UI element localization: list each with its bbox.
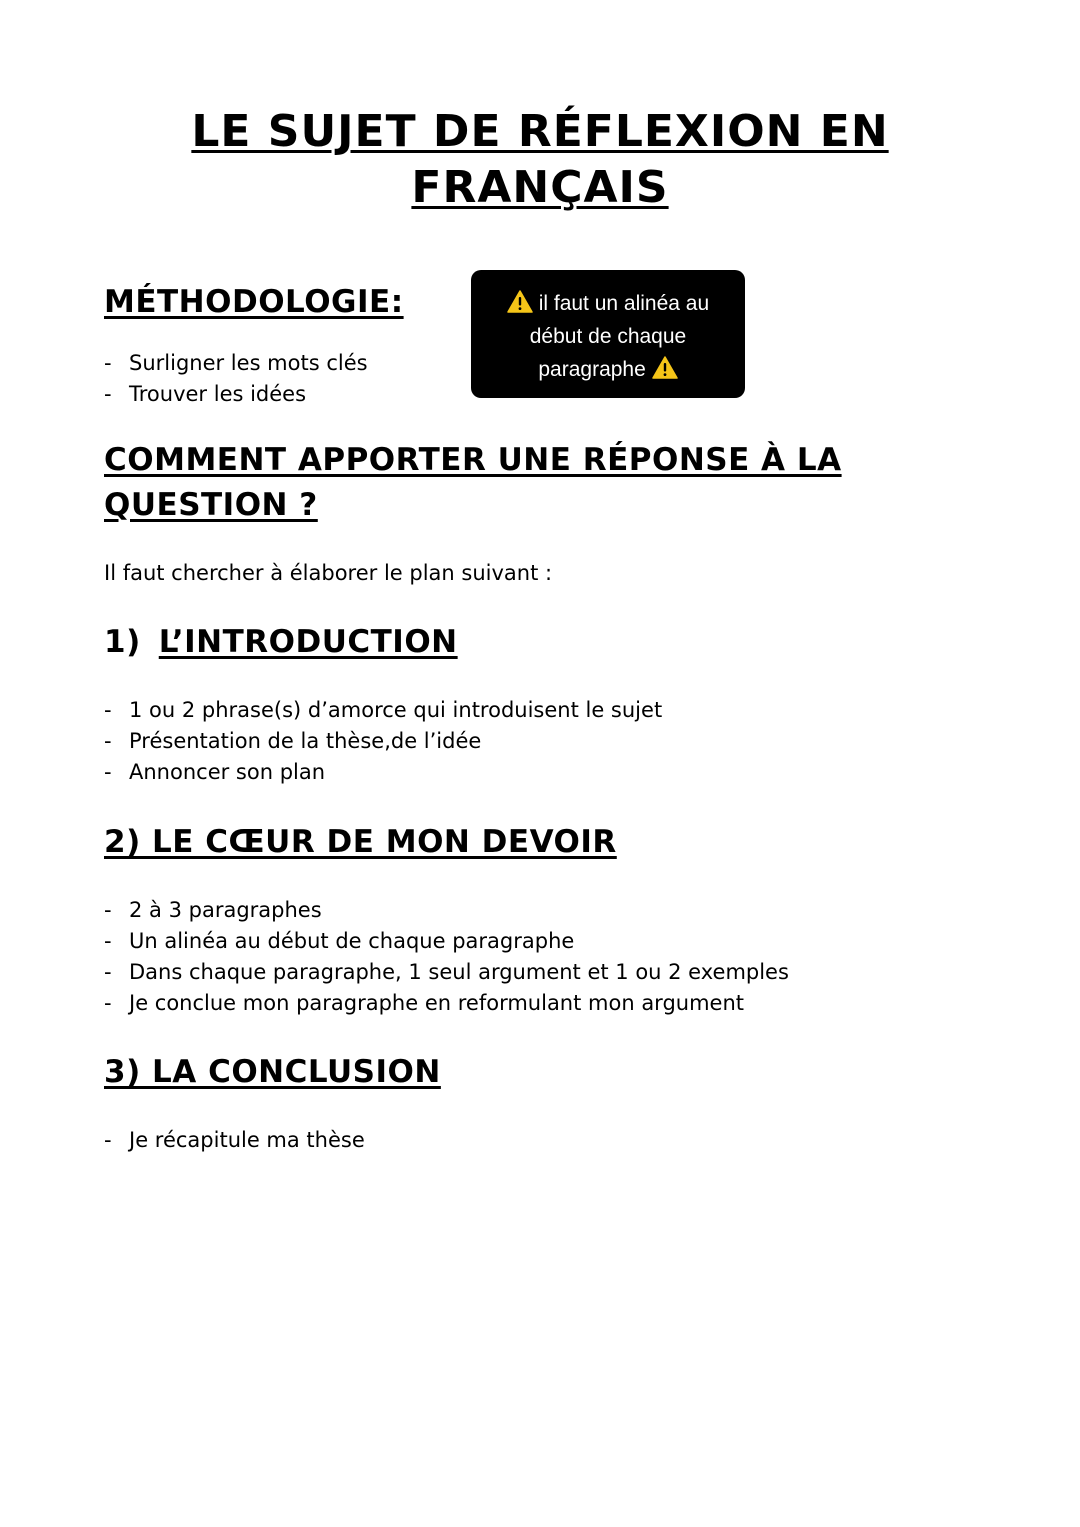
list-item: - Un alinéa au début de chaque paragraphe <box>104 926 789 957</box>
list-item: - Présentation de la thèse,de l’idée <box>104 726 662 757</box>
callout-line-2: début de chaque <box>529 325 687 348</box>
list-item: - Surligner les mots clés <box>104 348 368 379</box>
introduction-heading <box>104 622 458 662</box>
list-item: - Trouver les idées <box>104 379 368 410</box>
callout-text-1: il faut un alinéa au <box>538 292 710 315</box>
list-item: - Dans chaque paragraphe, 1 seul argument et 1 ou 2 exemples <box>104 957 789 988</box>
list-item: - 2 à 3 paragraphes <box>104 895 789 926</box>
list-item: - Je récapitule ma thèse <box>104 1125 365 1156</box>
introduction-title: L’INTRODUCTION <box>158 624 458 660</box>
methodologie-list <box>104 348 368 410</box>
conclusion-list <box>104 1125 365 1156</box>
page-title-line2: FRANÇAIS <box>411 162 669 213</box>
page-title-line1: LE SUJET DE RÉFLEXION EN <box>191 106 889 157</box>
warning-icon <box>507 290 533 313</box>
methodologie-heading: MÉTHODOLOGIE: <box>104 284 404 320</box>
list-item: - Je conclue mon paragraphe en reformulant mon argument <box>104 988 789 1019</box>
question-heading-line2: QUESTION ? <box>104 487 318 523</box>
list-item: - Annoncer son plan <box>104 757 662 788</box>
coeur-heading: 2) LE CŒUR DE MON DEVOIR <box>104 824 617 860</box>
callout-line-1 <box>471 287 745 320</box>
conclusion-heading: 3) LA CONCLUSION <box>104 1054 441 1090</box>
introduction-number: 1) <box>104 624 141 660</box>
plan-intro-text: Il faut chercher à élaborer le plan suivant : <box>104 561 553 585</box>
warning-icon <box>652 356 678 379</box>
list-item: - 1 ou 2 phrase(s) d’amorce qui introduisent le sujet <box>104 695 662 726</box>
question-heading-line1: COMMENT APPORTER UNE RÉPONSE À LA <box>104 442 842 478</box>
introduction-list <box>104 695 662 788</box>
question-heading <box>104 438 924 528</box>
page-title <box>0 104 1080 216</box>
callout-text-3: paragraphe <box>538 358 646 381</box>
coeur-list <box>104 895 789 1019</box>
warning-callout <box>471 270 745 398</box>
callout-line-3 <box>471 353 745 386</box>
